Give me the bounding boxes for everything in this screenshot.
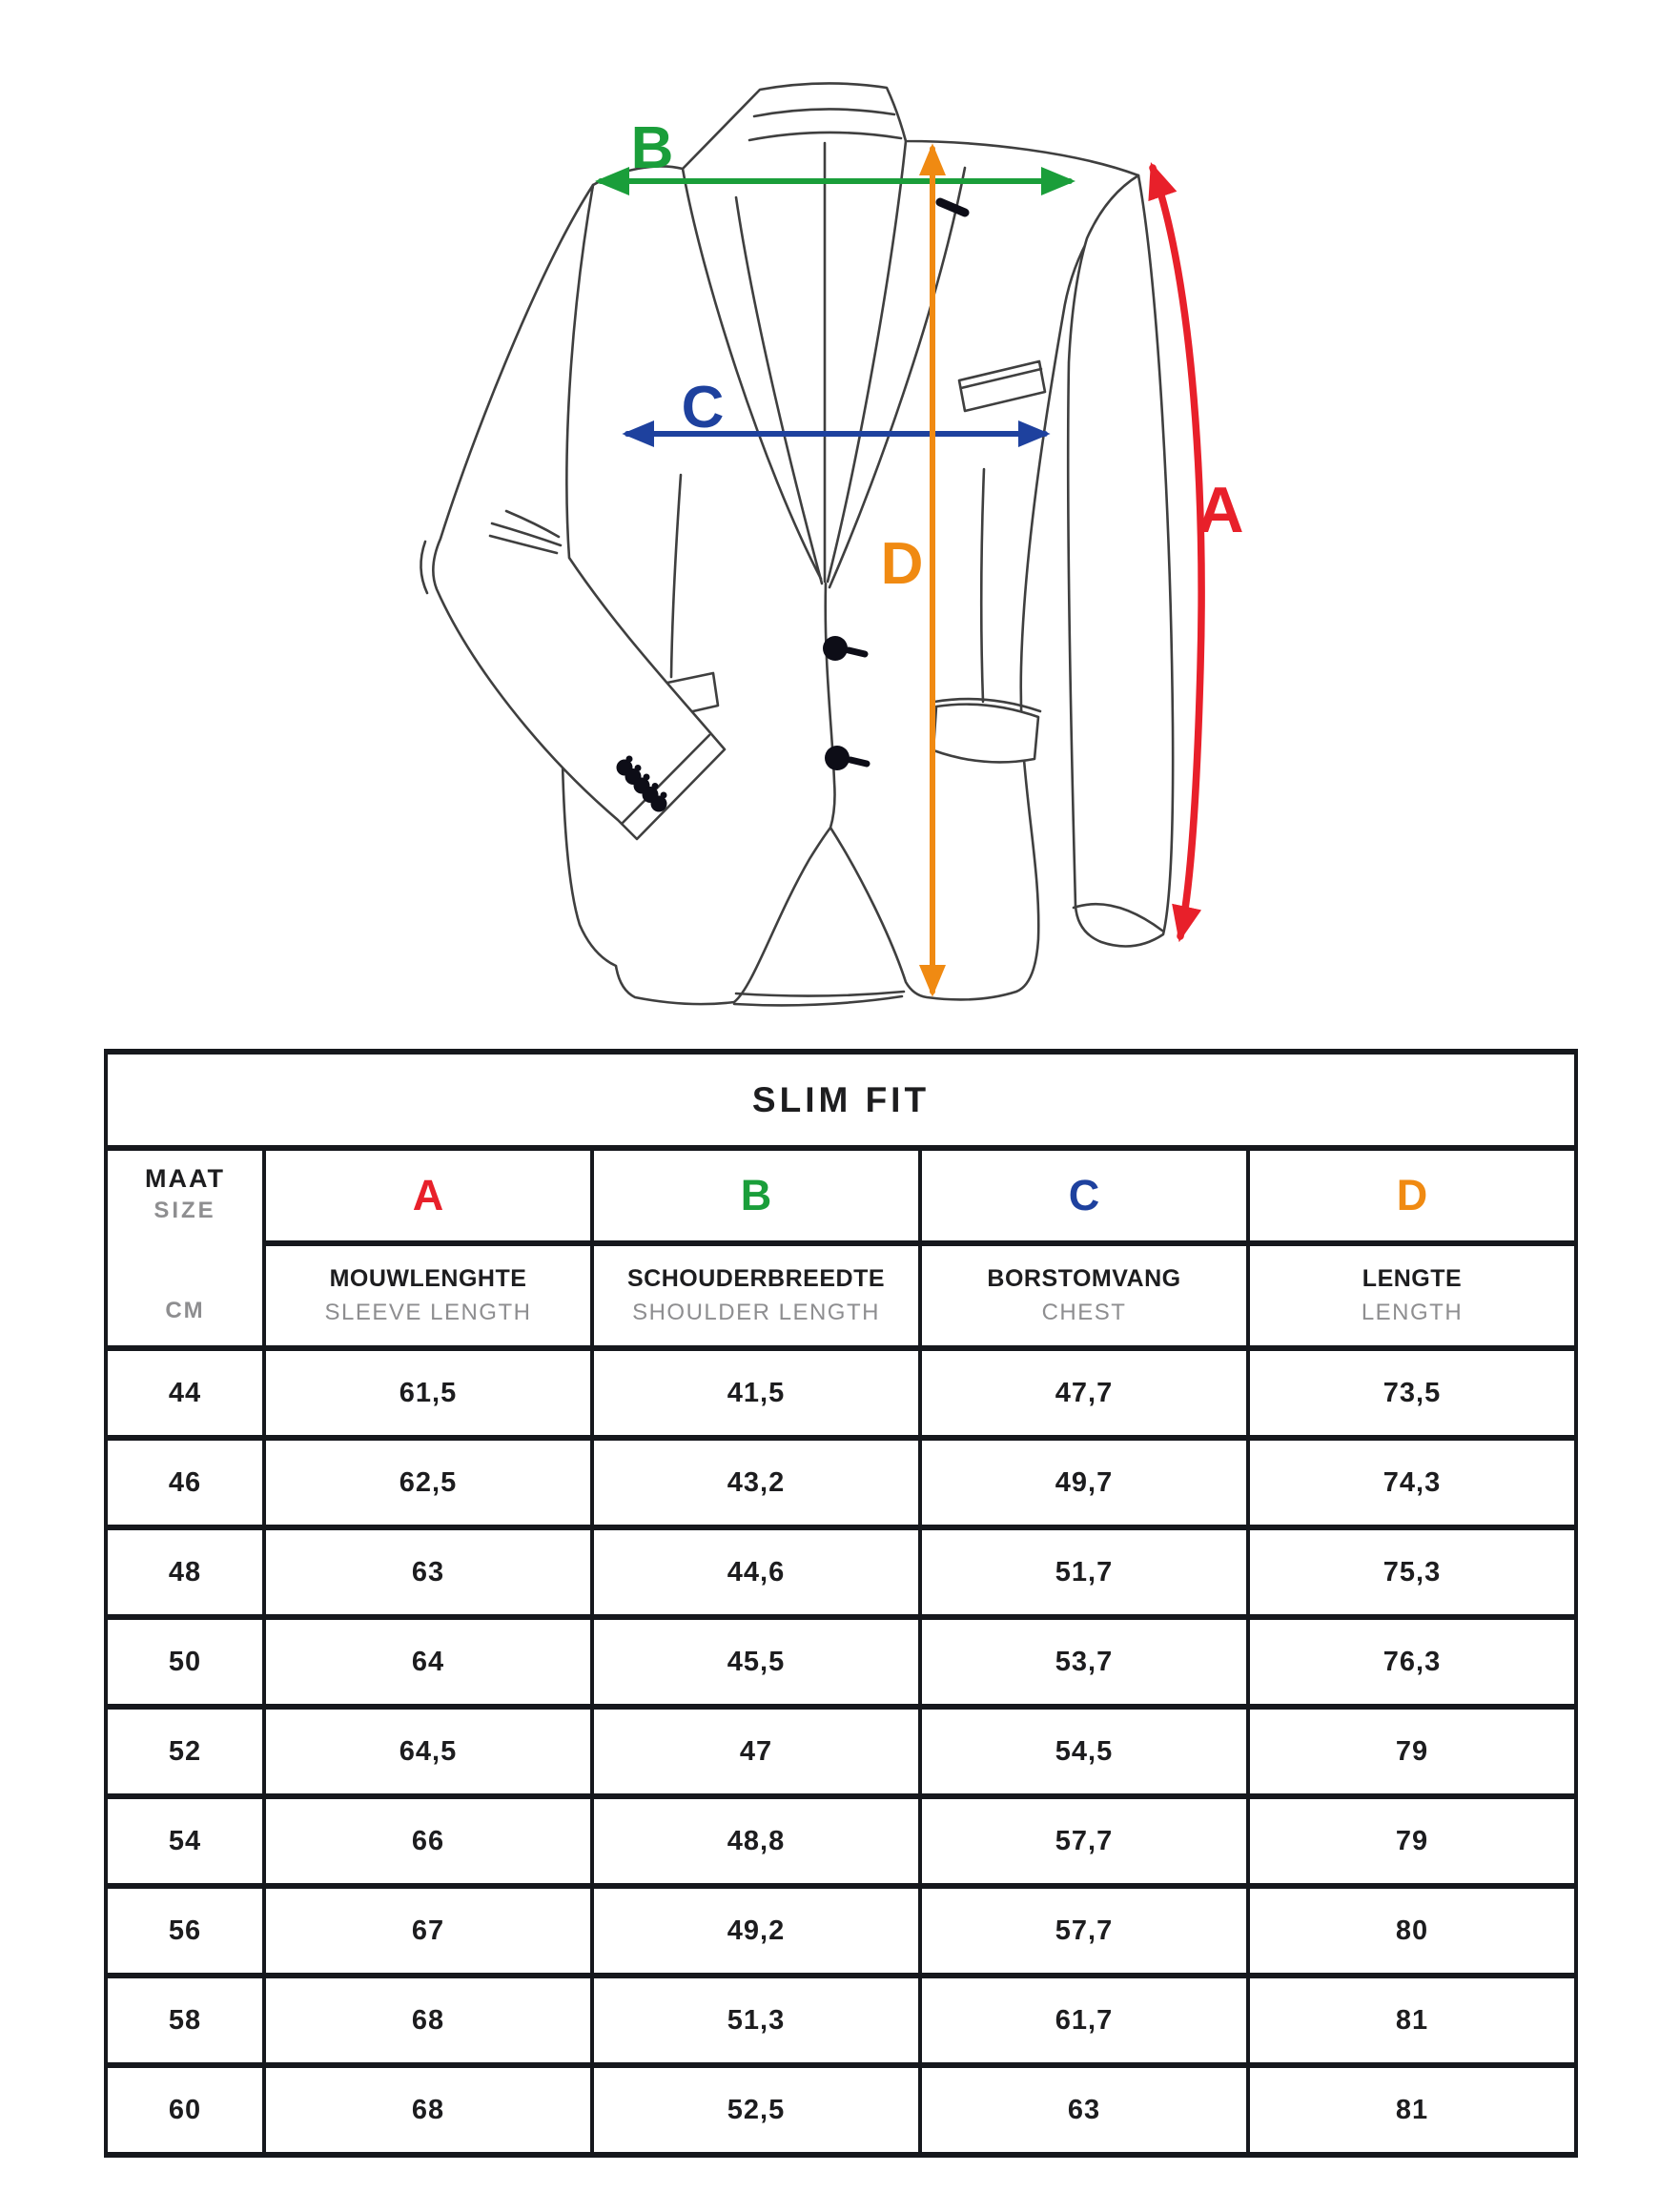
table-row: [106, 2065, 1576, 2155]
label-b: B: [630, 115, 674, 181]
table-title-row: [106, 1052, 1576, 1148]
jacket-diagram-svg: [0, 0, 1659, 1049]
cell-d: 73,5: [1248, 1348, 1576, 1438]
size-table: [104, 1049, 1578, 2158]
cell-d: 79: [1248, 1707, 1576, 1796]
column-letter-c: C: [920, 1148, 1248, 1243]
back-hem-lines: [734, 992, 904, 1005]
cell-b: 48,8: [592, 1796, 920, 1886]
cell-b: 51,3: [592, 1976, 920, 2065]
cell-d: 79: [1248, 1796, 1576, 1886]
size-value: 48: [106, 1527, 264, 1617]
table-row: [106, 1438, 1576, 1527]
cell-a: 63: [264, 1527, 592, 1617]
right-sleeve: [1068, 175, 1173, 947]
cell-b: 47: [592, 1707, 920, 1796]
cell-d: 76,3: [1248, 1617, 1576, 1707]
table-letters-row: [106, 1148, 1576, 1243]
table-row: [106, 1976, 1576, 2065]
cell-c: 53,7: [920, 1617, 1248, 1707]
cell-a: 64,5: [264, 1707, 592, 1796]
jacket-body-outline: [562, 83, 1138, 1004]
label-d: D: [880, 531, 924, 597]
label-c: C: [681, 375, 725, 440]
elbow-fold: [420, 542, 427, 593]
table-row: [106, 1796, 1576, 1886]
column-letter-b: B: [592, 1148, 920, 1243]
table-row: [106, 1617, 1576, 1707]
cell-c: 57,7: [920, 1796, 1248, 1886]
size-value: 46: [106, 1438, 264, 1527]
cell-a: 66: [264, 1796, 592, 1886]
table-row: [106, 1886, 1576, 1976]
cell-c: 57,7: [920, 1886, 1248, 1976]
size-value: 58: [106, 1976, 264, 2065]
cell-d: 75,3: [1248, 1527, 1576, 1617]
size-value: 44: [106, 1348, 264, 1438]
size-header-primary: MAAT: [145, 1164, 225, 1193]
size-value: 52: [106, 1707, 264, 1796]
size-header-top: [108, 1164, 262, 1224]
column-name-d: LENGTE LENGTH: [1248, 1243, 1576, 1348]
cell-b: 45,5: [592, 1617, 920, 1707]
cell-a: 68: [264, 2065, 592, 2155]
column-name-a: MOUWLENGHTE SLEEVE LENGTH: [264, 1243, 592, 1348]
cell-b: 52,5: [592, 2065, 920, 2155]
cell-c: 49,7: [920, 1438, 1248, 1527]
column-name-b: SCHOUDERBREEDTE SHOULDER LENGTH: [592, 1243, 920, 1348]
table-title: SLIM FIT: [106, 1052, 1576, 1148]
size-value: 56: [106, 1886, 264, 1976]
table-row: [106, 1707, 1576, 1796]
cell-c: 54,5: [920, 1707, 1248, 1796]
size-value: 50: [106, 1617, 264, 1707]
jacket-line-art: [420, 83, 1173, 1005]
cell-c: 51,7: [920, 1527, 1248, 1617]
cell-b: 41,5: [592, 1348, 920, 1438]
cell-b: 43,2: [592, 1438, 920, 1527]
cell-a: 67: [264, 1886, 592, 1976]
cell-d: 81: [1248, 1976, 1576, 2065]
cell-a: 64: [264, 1617, 592, 1707]
size-header-secondary: SIZE: [154, 1198, 216, 1223]
cell-d: 81: [1248, 2065, 1576, 2155]
size-header-cell: [106, 1148, 264, 1348]
cell-c: 61,7: [920, 1976, 1248, 2065]
column-letter-a: A: [264, 1148, 592, 1243]
jacket-diagram: [0, 0, 1659, 1049]
cell-c: 63: [920, 2065, 1248, 2155]
cell-b: 44,6: [592, 1527, 920, 1617]
label-a: A: [1197, 474, 1244, 546]
table-names-row: [106, 1243, 1576, 1348]
cell-b: 49,2: [592, 1886, 920, 1976]
column-name-c: BORSTOMVANG CHEST: [920, 1243, 1248, 1348]
table-row: [106, 1348, 1576, 1438]
table-row: [106, 1527, 1576, 1617]
size-value: 54: [106, 1796, 264, 1886]
right-hip-pocket: [933, 699, 1040, 762]
column-letter-d: D: [1248, 1148, 1576, 1243]
cell-a: 61,5: [264, 1348, 592, 1438]
cell-d: 74,3: [1248, 1438, 1576, 1527]
size-value: 60: [106, 2065, 264, 2155]
cell-a: 62,5: [264, 1438, 592, 1527]
size-header-unit: CM: [165, 1298, 205, 1323]
cell-d: 80: [1248, 1886, 1576, 1976]
cell-a: 68: [264, 1976, 592, 2065]
cell-c: 47,7: [920, 1348, 1248, 1438]
